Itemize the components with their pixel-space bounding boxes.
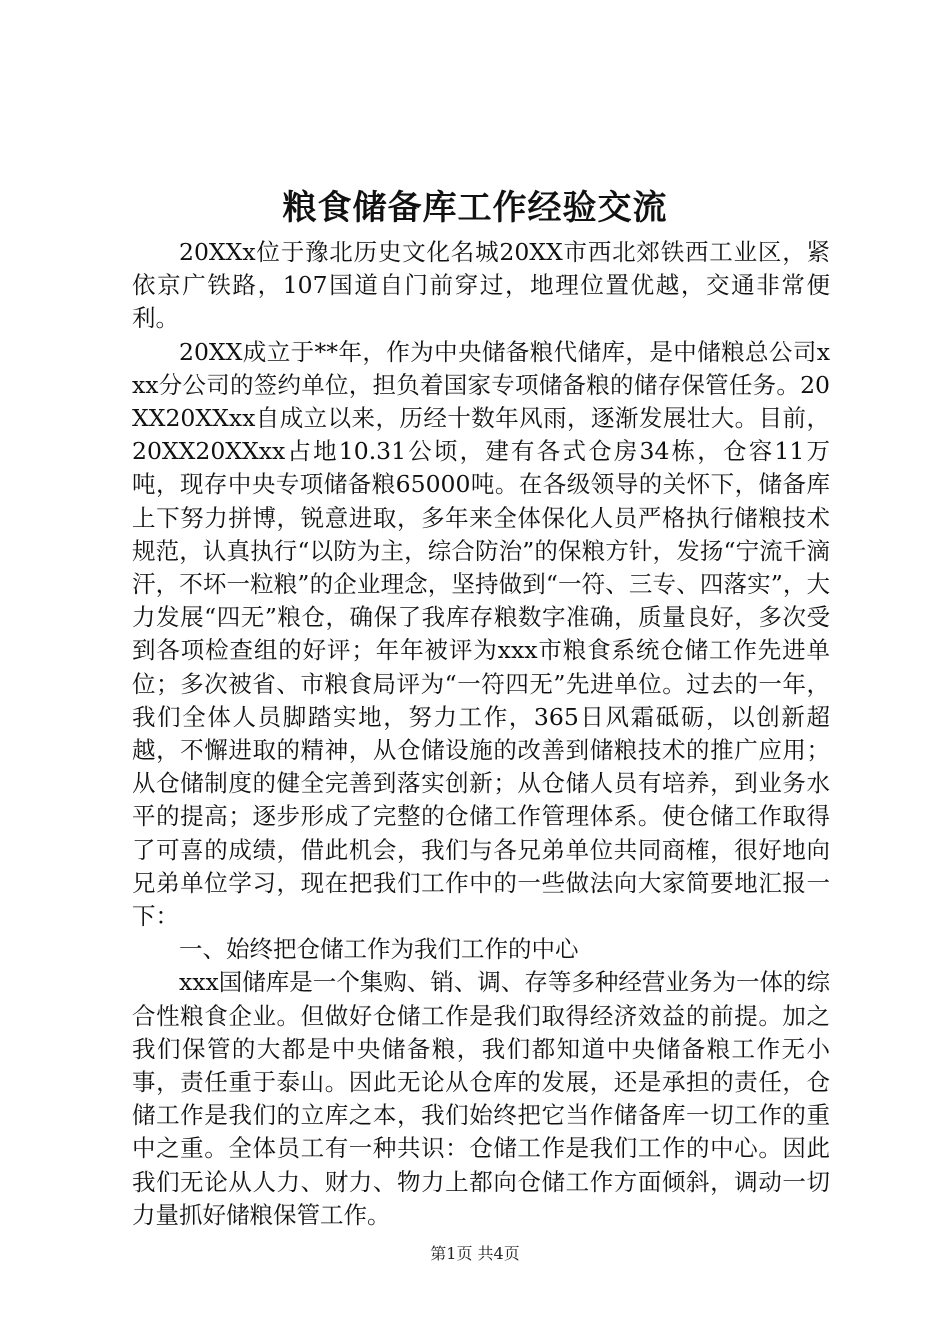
section-heading-1: 一、始终把仓储工作为我们工作的中心 xyxy=(179,935,579,964)
paragraph-storage-center: xxx国储库是一个集购、销、调、存等多种经营业务为一体的综合性粮食企业。但做好仓储工作是我们取得经济效益的前提。加之我们保管的大都是中央储备粮，我们都知道中央储备粮工作无小事，责任重于泰山。因此无论从仓库的发展，还是承担的责任，仓储工作是我们的立库之本，我们始终把它当作储备库一切工作的重中之重。全体员工有一种共识：仓储工作是我们工作的中心。因此我们无论从人力、财力、物力上都向仓储工作方面倾斜，调动一切力量抓好储粮保管工作。 xyxy=(132,968,830,1229)
document-body xyxy=(132,236,830,1232)
paragraph-location: 20XXx位于豫北历史文化名城20XX市西北郊铁西工业区，紧依京广铁路，107国道自门前穿过，地理位置优越，交通非常便利。 xyxy=(132,238,830,333)
paragraph-overview: 20XX成立于**年，作为中央储备粮代储库，是中储粮总公司xxx分公司的签约单位，担负着国家专项储备粮的储存保管任务。20XX20XXxx自成立以来，历经十数年风雨，逐渐发展壮大。目前，20XX20XXxx占地10.31公顷，建有各式仓房34栋，仓容11万吨，现存中央专项储备粮65000吨。在各级领导的关怀下，储备库上下努力拼博，锐意进取，多年来全体保化人员严格执行储粮技术规范，认真执行“以防为主，综合防治”的保粮方针，发扬“宁流千滴汗，不坏一粒粮”的企业理念，坚持做到“一符、三专、四落实”，大力发展“四无”粮仓，确保了我库存粮数字准确，质量良好，多次受到各项检查组的好评；年年被评为xxx市粮食系统仓储工作先进单位；多次被省、市粮食局评为“一符四无”先进单位。过去的一年，我们全体人员脚踏实地，努力工作，365日风霜砥砺，以创新超越，不懈进取的精神，从仓储设施的改善到储粮技术的推广应用；从仓储制度的健全完善到落实创新；从仓储人员有培养，到业务水平的提高；逐步形成了完整的仓储工作管理体系。使仓储工作取得了可喜的成绩，借此机会，我们与各兄弟单位共同商榷，很好地向兄弟单位学习，现在把我们工作中的一些做法向大家简要地汇报一下： xyxy=(132,337,830,931)
document-title: 粮食储备库工作经验交流 xyxy=(282,188,668,228)
page-number-footer: 第1页 共4页 xyxy=(430,1244,520,1263)
